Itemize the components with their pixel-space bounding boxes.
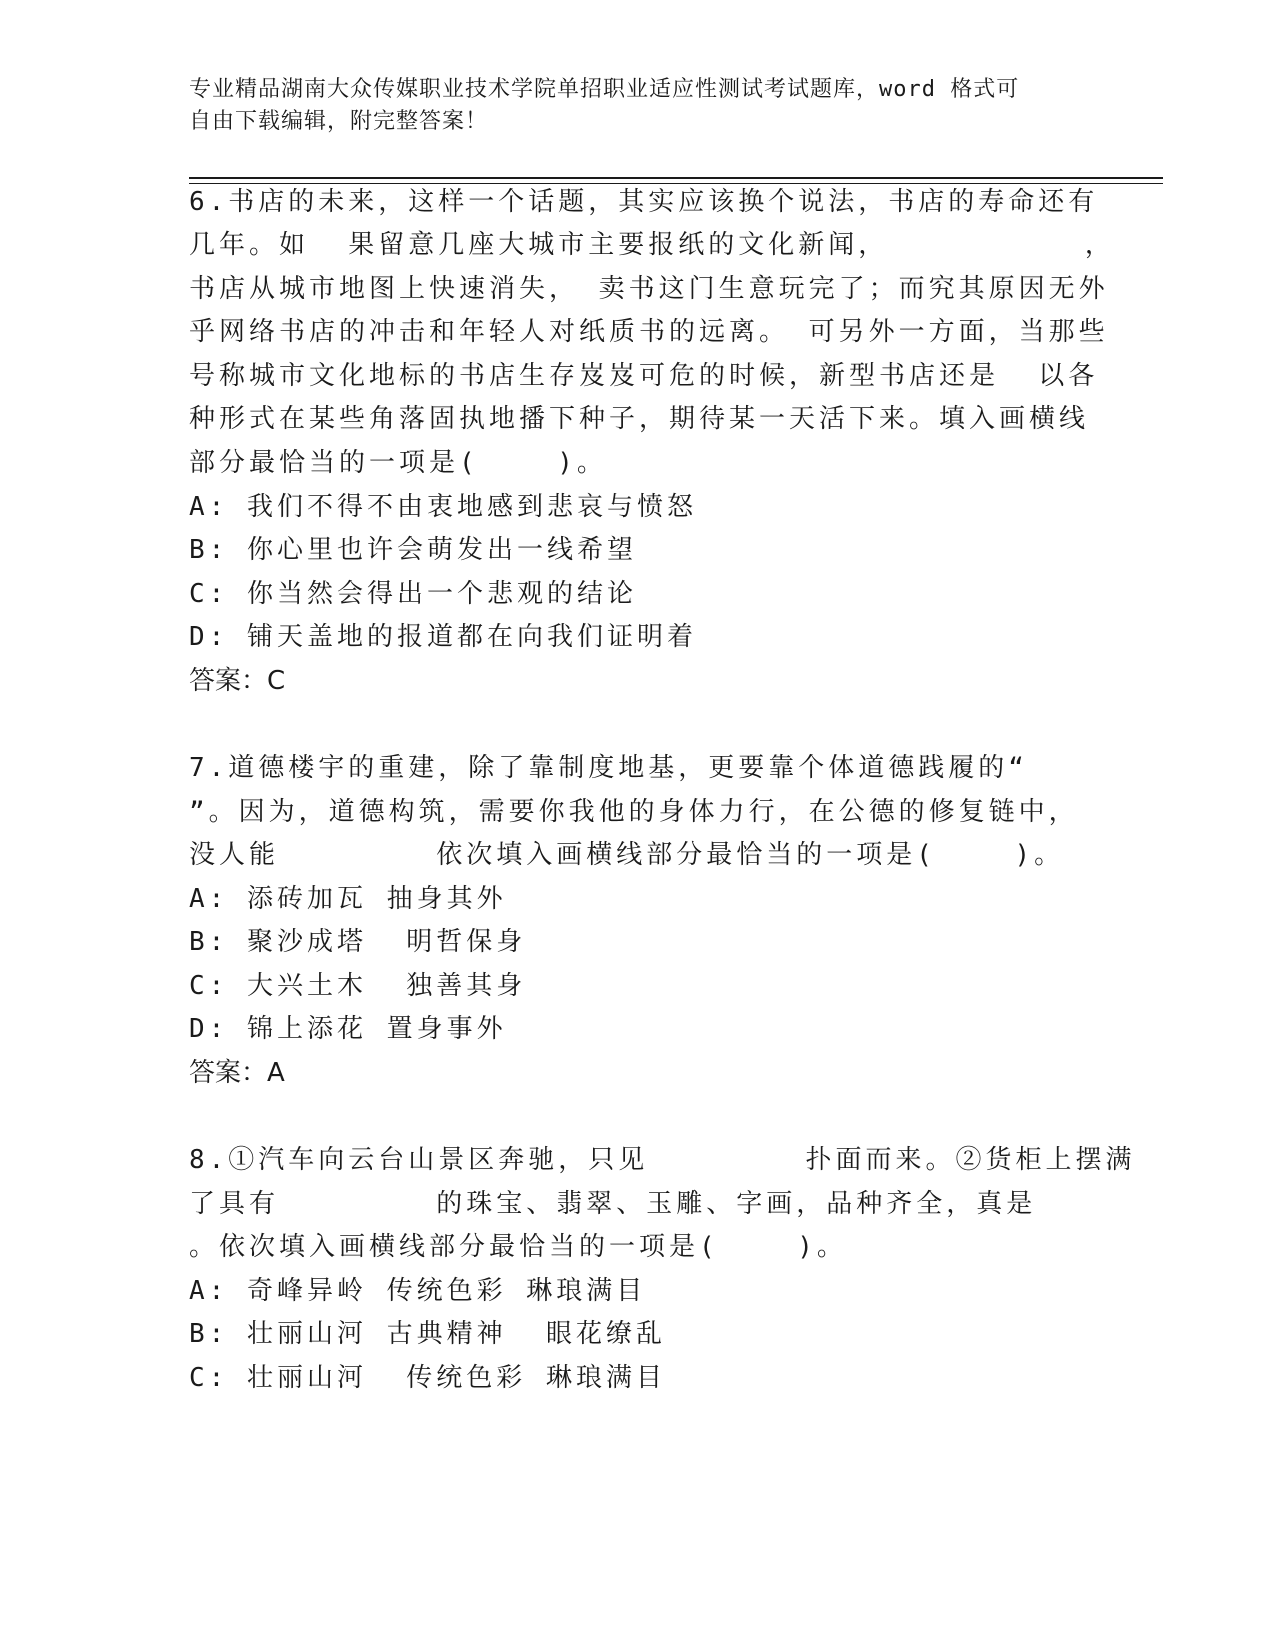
option-letter: D: [189,622,229,652]
option-letter: C: [189,1363,229,1393]
option-letter: C: [189,971,229,1001]
question-6-line-5: 号称城市文化地标的书店生存岌岌可危的时候，新型书店还是 以各 [189,361,1099,391]
option-text: 大兴土木 独善其身 [247,971,527,1001]
question-7-option-b [189,925,526,959]
question-6-line-7: 部分最恰当的一项是( )。 [189,448,607,478]
option-text: 你当然会得出一个悲观的结论 [247,579,638,609]
question-6-option-c [189,577,637,611]
question-8-line-2: 了具有 的珠宝、翡翠、玉雕、字画，品种齐全，真是 [189,1189,1037,1219]
question-8-option-a [189,1274,646,1308]
option-text: 壮丽山河 传统色彩 琳琅满目 [247,1363,666,1393]
question-7-line-2: ”。因为，道德构筑，需要你我他的身体力行，在公德的修复链中， [189,797,1079,827]
question-6-answer: 答案：C [189,666,286,696]
option-text: 我们不得不由衷地感到悲哀与愤怒 [247,492,698,522]
page-header [189,74,1069,138]
option-text: 奇峰异岭 传统色彩 琳琅满目 [247,1276,647,1306]
question-8-line-3: 。依次填入画横线部分最恰当的一项是( )。 [189,1232,847,1262]
question-6-line-3: 书店从城市地图上快速消失， 卖书这门生意玩完了；而究其原因无外 [189,274,1109,304]
question-7-answer: 答案：A [189,1058,285,1088]
question-8-option-c [189,1361,666,1395]
question-6-option-d [189,620,697,654]
option-text: 壮丽山河 古典精神 眼花缭乱 [247,1319,666,1349]
question-7-option-c [189,969,526,1003]
question-6-line-4: 乎网络书店的冲击和年轻人对纸质书的远离。 可另外一方面，当那些 [189,317,1109,347]
question-8-line-1: 8.①汽车向云台山景区奔驰，只见 扑面而来。②货柜上摆满 [189,1145,1136,1175]
header-line-1: 专业精品湖南大众传媒职业技术学院单招职业适应性测试考试题库，word 格式可 [189,77,1020,102]
option-letter: B: [189,927,229,957]
question-6-option-a [189,490,697,524]
question-8-option-b [189,1317,666,1351]
question-7-line-1: 7.道德楼宇的重建，除了靠制度地基，更要靠个体道德践履的“ [189,753,1028,783]
question-6-line-6: 种形式在某些角落固执地播下种子，期待某一天活下来。填入画横线 [189,404,1090,434]
option-letter: D: [189,1014,229,1044]
option-text: 聚沙成塔 明哲保身 [247,927,527,957]
question-7-line-3: 没人能 依次填入画横线部分最恰当的一项是( )。 [189,840,1065,870]
option-text: 锦上添花 置身事外 [247,1014,507,1044]
header-divider-thin [189,183,1163,184]
option-text: 铺天盖地的报道都在向我们证明着 [247,622,698,652]
option-letter: B: [189,1319,229,1349]
option-text: 你心里也许会萌发出一线希望 [247,535,638,565]
option-letter: A: [189,1276,229,1306]
question-7-option-d [189,1012,507,1046]
question-6-line-2: 几年。如 果留意几座大城市主要报纸的文化新闻， ， [189,230,1115,260]
header-line-2: 自由下载编辑，附完整答案！ [189,109,489,134]
option-text: 添砖加瓦 抽身其外 [247,884,507,914]
question-6-option-b [189,533,637,567]
option-letter: A: [189,884,229,914]
header-divider-thick [189,177,1163,179]
option-letter: B: [189,535,229,565]
question-7-option-a [189,882,507,916]
question-6-line-1: 6.书店的未来，这样一个话题，其实应该换个说法，书店的寿命还有 [189,187,1099,217]
option-letter: C: [189,579,229,609]
option-letter: A: [189,492,229,522]
